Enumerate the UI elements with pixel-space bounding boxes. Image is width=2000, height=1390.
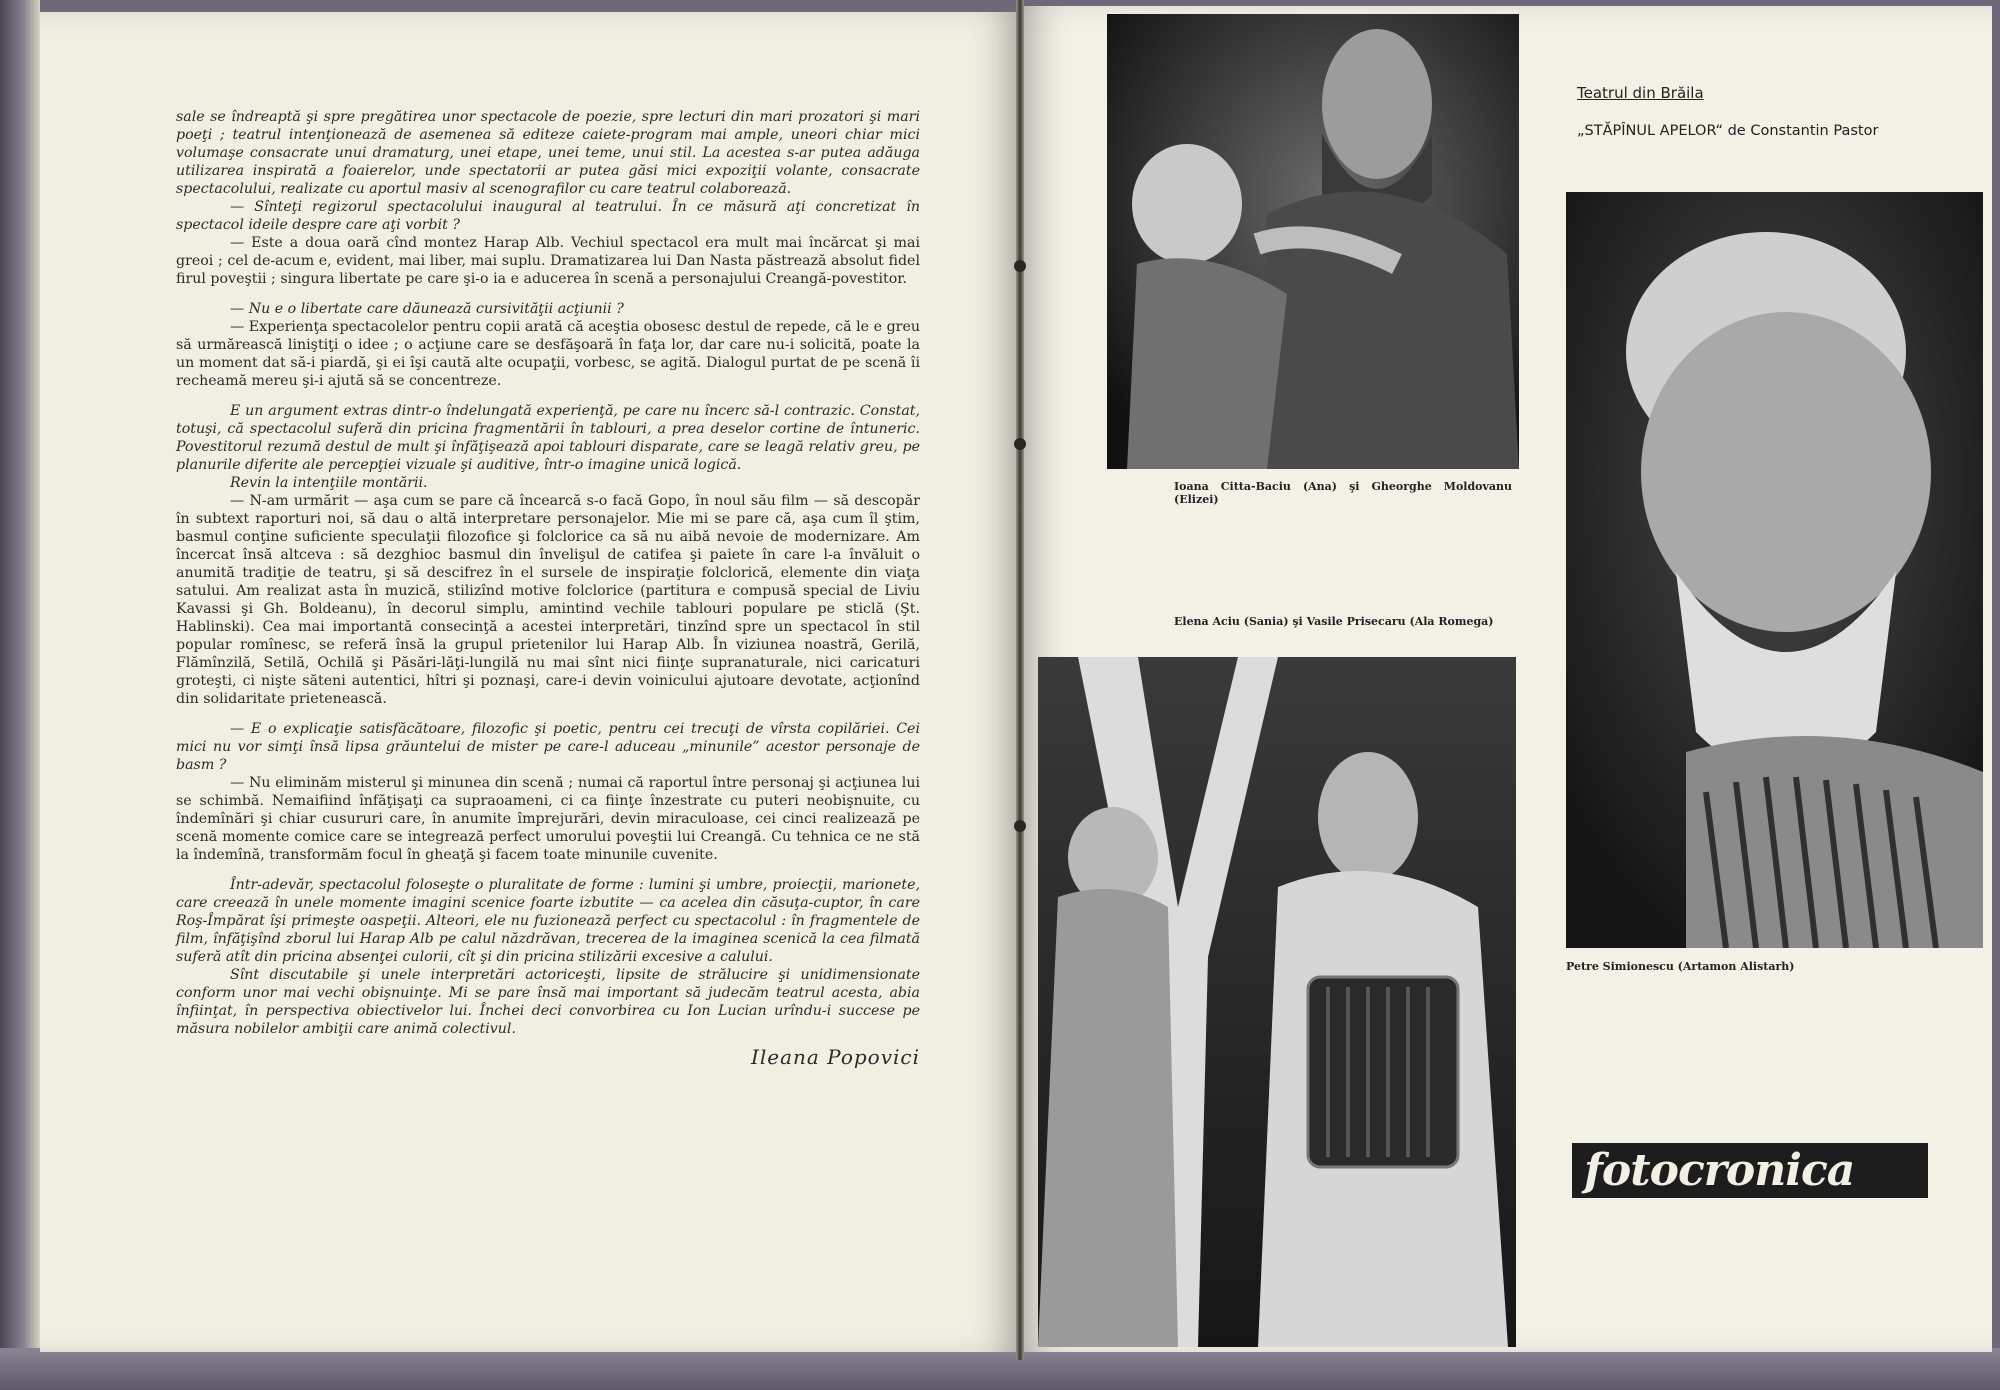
- book-binding-bottom: [0, 1348, 2000, 1390]
- book-binding-left: [0, 0, 40, 1390]
- fotocronica-logo: fotocronica: [1584, 1145, 1855, 1196]
- article-paragraph: — Sînteţi regizorul spectacolului inaugural al teatrului. În ce măsură aţi concretizat în spectacol ideile despre care aţi vorbit ?: [176, 199, 920, 233]
- article-paragraph: — N-am urmărit — aşa cum se pare că încearcă s-o facă Gopo, în noul său film — să descopăr în subtext raporturi noi, să dau o altă interpretare personajelor. Mie mi se pare că, aşa cum îl ştim, basmul conţine suficiente speculaţii filozofice şi folclorice ca să nu aibă nevoie de modernizare. Am încercat însă altceva : să dezghioc basmul din învelişul de catifea şi paiete în care l-a învăluit o anumită tradiţie de teatru, şi să descifrez în el sursele de inspiraţie folclorică, elemente din viaţa satului. Am realizat asta în muzică, stilizînd motive folclorice (partitura e compusă special de Liviu Kavassi şi Gh. Boldeanu), în decorul simplu, amintind vechile tablouri populare pe sticlă (Şt. Hablinski). Cea mai importantă consecinţă a acestei interpretări, tinzînd spre un spectacol în stil popular romînesc, se referă însă la grupul prietenilor lui Harap Alb. În viziunea noastră, Gerilă, Flămînzilă, Setilă, Ochilă şi Păsări-lăţi-lungilă nu mai sînt nici fiinţe supranaturale, nici caricaturi groteşti, ci nişte săteni autentici, hîtri şi poznaşi, care-i devin voinicului ajutoare devotate, acţionînd din solidaritate prietenească.: [176, 493, 920, 707]
- photo-caption: Ioana Citta-Baciu (Ana) şi Gheorghe Moldovanu (Elizei): [1174, 480, 1512, 506]
- article-paragraph: — Nu e o libertate care dăunează cursivităţii acţiunii ?: [230, 301, 624, 317]
- article-paragraph: — E o explicaţie satisfăcătoare, filozofic şi poetic, pentru cei trecuţi de vîrsta copilăriei. Cei mici nu vor simţi însă lipsa grăuntelui de mister pe care-l aduceau „minunile” acestor personaje de basm ?: [176, 721, 920, 773]
- fotocronica-banner: [1572, 1143, 1928, 1198]
- article-paragraph: — Este a doua oară cînd montez Harap Alb. Vechiul spectacol era mult mai încărcat şi mai greoi ; cel de-acum e, evident, mai liber, mai suplu. Dramatizarea lui Dan Nasta păstrează absolut fidel firul poveştii ; singura libertate pe care şi-o ia e aducerea în scenă a personajului Creangă-povestitor.: [176, 235, 920, 287]
- stage-photo-accordion: [1038, 657, 1516, 1347]
- article-paragraph: sale se îndreaptă şi spre pregătirea unor spectacole de poezie, spre lecturi din mari prozatori şi mari poeţi ; teatrul intenţionează de asemenea să editeze caiete-program mai ample, uneori chiar mici volumaşe consacrate unui dramaturg, unei etape, unei teme, unui stil. La acestea s-ar putea adăuga utilizarea inspirată a foaierelor, unde spectatorii ar putea găsi mici expoziţii volante, consacrate spectacolului, realizate cu aportul masiv al scenografilor cu care teatrul colaborează.: [176, 109, 920, 197]
- article-paragraph: — Nu eliminăm misterul şi minunea din scenă ; numai că raportul între personaj şi acţiunea lui se schimbă. Nemaifiind înfăţişaţi ca supraoameni, ci ca fiinţe înzestrate cu puteri neobişnuite, cu îndemînări şi chiar cusururi care, în anumite împrejurări, devin miraculoase, cei cinci realizează pe scenă momente comice care se integrează perfect umorului poveştii lui Creangă. Cu tehnica ce ne stă la îndemînă, transformăm focul în gheaţă şi facem toate minunile cuvenite.: [176, 775, 920, 863]
- article-text: [176, 108, 920, 1069]
- portrait-photo-old-man: [1566, 192, 1983, 948]
- binding-stitch: [1014, 438, 1026, 450]
- article-paragraph: E un argument extras dintr-o îndelungată experienţă, pe care nu încerc să-l contrazic. Constat, totuşi, că spectacolul suferă din pricina fragmentării în tablouri, a prea deselor cortine de întuneric. Povestitorul rezumă destul de mult şi înfăţişează apoi tablouri disparate, care se leagă relativ greu, pe planurile diferite ale percepţiei vizuale şi auditive, într-o imagine unică logică.: [176, 403, 920, 473]
- article-signature: Ileana Popovici: [750, 1045, 920, 1069]
- article-paragraph: Sînt discutabile şi unele interpretări actoriceşti, lipsite de strălucire şi unidimensionate conform unor mai vechi obişnuinţe. Mi se pare însă mai important să judecăm teatrul acesta, abia înfiinţat, în perspectiva obiectivelor lui. Închei deci convorbirea cu Ion Lucian urîndu-i succese pe măsura nobilelor ambiţii care animă colectivul.: [176, 967, 920, 1037]
- article-paragraph: — Experienţa spectacolelor pentru copii arată că aceştia obosesc destul de repede, că le e greu să urmărească liniştiţi o idee ; o acţiune care se desfăşoară în faţa lor, dar care nu-i solicită, poate la un moment dat să-i piardă, şi ei îşi caută alte ocupaţii, vorbesc, se agită. Dialogul purtat de pe scenă îi recheamă mereu şi-i ajută să se concentreze.: [176, 319, 920, 389]
- binding-stitch: [1014, 820, 1026, 832]
- article-paragraph: Într-adevăr, spectacolul foloseşte o pluralitate de forme : lumini şi umbre, proiecţii, marionete, care creează în unele momente imagini scenice foarte izbutite — ca acelea din căsuţa-cuptor, în care Roş-Împărat îşi primeşte oaspeţii. Alteori, ele nu fuzionează perfect cu spectacolul : în fragmentele de film, înfăţişînd zborul lui Harap Alb pe calul năzdrăvan, trecerea de la imaginea scenică la cea filmată suferă atît din pricina absenţei culorii, cît şi din pricina stilizării excesive a calului.: [176, 877, 920, 965]
- photo-caption: Elena Aciu (Sania) şi Vasile Prisecaru (Ala Romega): [1174, 615, 1494, 628]
- theatre-name: Teatrul din Brăila: [1577, 84, 1704, 102]
- photo-caption: Petre Simionescu (Artamon Alistarh): [1566, 960, 1795, 973]
- binding-stitch: [1014, 260, 1026, 272]
- book-gutter: [1016, 0, 1024, 1360]
- stage-photo-embrace: [1107, 14, 1519, 469]
- play-title: „STĂPÎNUL APELOR“ de Constantin Pastor: [1577, 123, 1879, 139]
- article-paragraph: Revin la intenţiile montării.: [230, 475, 428, 491]
